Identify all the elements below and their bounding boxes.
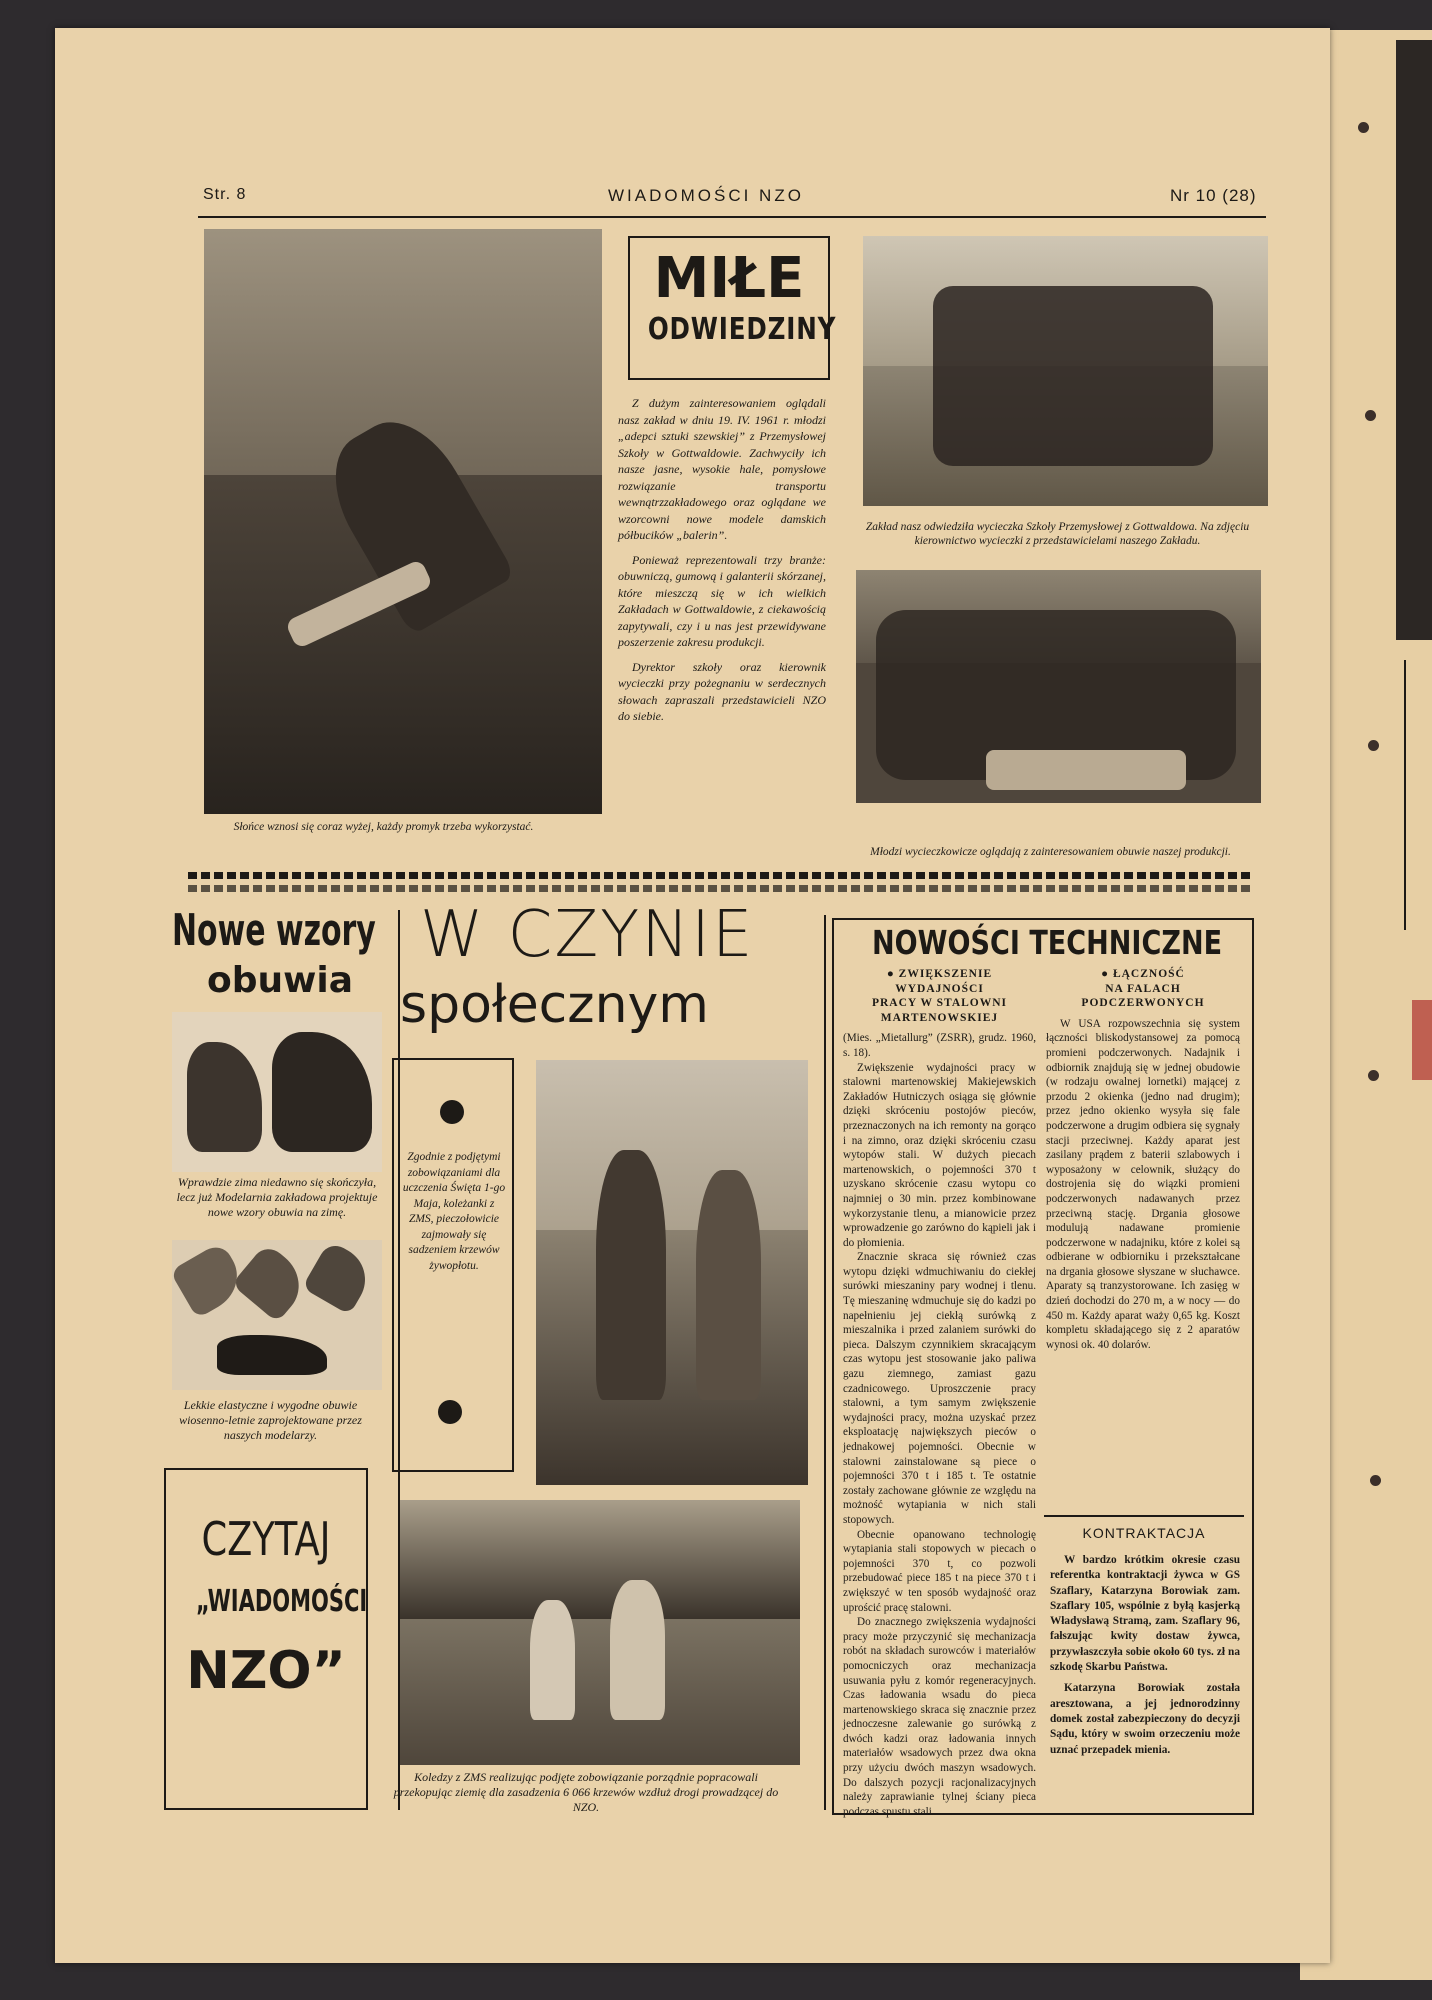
nowosci-paragraph: Do znacznego zwiększenia wydajności pracy może przyczynić się mechanizacja robót na składach surowców i materiałów pomocniczych oraz mechanizacja usuwania pyłu z komór regeneracyjnych. Czas ładowania wsadu do pieca martenowskiego skraca się znacznie przez jednoczesne zalewanie go surówką z dwóch kadzi oraz ładowania innych materiałów wsadowych przez dwa okna przy użyciu dwóch maszyn wsadowych. Do dalszych pozycji racjonalizacyjnych należy zaprawianie tylnej ściany pieca podczas spustu stali. [843, 1616, 1036, 1818]
photo-summer-shoes [172, 1240, 382, 1390]
nowe-caption-summer: Lekkie elastyczne i wygodne obuwie wiosenno-letnie zaprojektowane przez naszych modelarzy. [179, 1398, 362, 1442]
mile-paragraph: Z dużym zainteresowaniem oglądali nasz zakład w dniu 19. IV. 1961 r. młodzi „adepci sztuki szewskiej” z Przemysłowej Szkoły w Gottwaldowie. Zachwyciły ich nasze jasne, wysokie hale, pomysłowe rozwiązanie transportu wewnątrzzakładowego oraz oglądane we wzorcowni nowe modele damskich półbucików „balerin”. [618, 396, 826, 542]
czytaj-line3: NZO” [186, 1641, 346, 1701]
nowosci-paragraph: Obecnie opanowano technologię wytapiania stali stopowych w piecach o pojemności 370 t, co pozwoli przebudować piece 185 t na piece 370 t i zwiększyć w ten sposób wydajność oraz uprościć pracę stalowni. [843, 1528, 1036, 1614]
nowosci-heading: MARTENOWSKIEJ [880, 1011, 999, 1024]
photo-sunbathing-caption: Słońce wznosi się coraz wyżej, każdy promyk trzeba wykorzystać. [233, 821, 534, 833]
bullet-dot [440, 1100, 464, 1124]
binding-hole [1358, 122, 1369, 133]
page-number: Str. 8 [203, 186, 247, 203]
czytaj-box [164, 1468, 368, 1810]
nowosci-heading: ● ZWIĘKSZENIE [886, 968, 993, 980]
kontraktacja-paragraph: W bardzo krótkim okresie czasu referentka kontraktacji żywca w GS Szaflary, Katarzyna Borowiak zam. Szaflary 105, wspólnie z byłą kasjerką Władysławą Stramą, zam. Szaflary 96, fałszując kwity dostaw żywca, przywłaszczyła sobie około 60 tys. zł na szkodę Skarbu Państwa. [1050, 1554, 1240, 1674]
photo-girls-planting [536, 1060, 808, 1485]
photo-boys-digging [400, 1500, 800, 1765]
nowosci-heading: WYDAJNOŚCI [895, 982, 984, 995]
nowosci-heading: NA FALACH [1105, 982, 1181, 995]
mile-paragraph: Dyrektor szkoły oraz kierownik wycieczki przy pożegnaniu w serdecznych słowach zapraszali przedstawicieli NZO do siebie. [618, 659, 826, 723]
nowosci-column-1 [843, 967, 1036, 1819]
section-divider [824, 915, 826, 1810]
nowosci-heading: ● ŁĄCZNOŚĆ [1101, 968, 1185, 980]
czyn-title-line2: społecznym [400, 975, 709, 1035]
mile-title-line2: ODWIEDZINY [647, 312, 837, 347]
kontraktacja-paragraph: Katarzyna Borowiak została aresztowana, a jej jednorodzinny domek został zabezpieczony do decyzji Sądu, który w swoim orzeczeniu może uznać przepadek mienia. [1050, 1682, 1240, 1756]
nowosci-paragraph: W USA rozpowszechnia się system łączności bliskodystansowej za pomocą promieni podczerwonych. Nadajnik i odbiornik znajdują się w jednej obudowie (w rodzaju owalnej lornetki) mającej z przodu 2 okienka (jedno nad drugim); przez jedno okienko wysyła się fale podczerwone a drugim odbiera się sygnały stacji przeciwnej. Każdy aparat jest zasilany prądem z baterii szlabowych i wyposażony w celownik, służący do dostrojenia się do wiązki promieni podczerwonych nadawanych przez przeciwną stację. Drgania głosowe modulują nadawane promienie podczerwone w nadajniku, które z kolei są odbierane w odbiorniku i przekształcane na drgania głosowe słyszane w słuchawce. Aparaty są tranzystorowane. Ich zasięg w dzień dochodzi do 270 m, a w nocy — do 450 m. Każdy aparat waży 0,65 kg. Koszt kompletu składającego się z 2 aparatów wynosi ok. 40 dolarów. [1046, 1017, 1240, 1351]
binding-hole [1368, 1070, 1379, 1081]
czyn-title-line1: W CZYNIE [420, 898, 755, 972]
nowe-title-line2: obuwia [206, 960, 354, 1001]
nowosci-paragraph: Zwiększenie wydajności pracy w stalowni martenowskiej Makiejewskich Zakładów Hutniczych osiąga się głównie dzięki skróceniu postojów pieców, przeznaczonych na ich remonty na gorąco i na zimno, oraz dzięki skróceniu czasu wytopów stali. W dużych piecach martenowskich, o pojemności 370 t uzyskano skrócenie czasu wytopu co najmniej o 30 min. przez kombinowane wykorzystanie tlenu, a mianowicie przez wprowadzenie go zarówno do kąpieli jak i do płomienia. [843, 1061, 1036, 1249]
nowosci-column-2 [1046, 967, 1240, 1352]
nowe-caption-winter: Wprawdzie zima niedawno się skończyła, lecz już Modelarnia zakładowa projektuje nowe wzory obuwia na zimę. [176, 1175, 378, 1219]
photo-youth-caption: Młodzi wycieczkowicze oglądają z zainteresowaniem obuwie naszej produkcji. [870, 846, 1231, 858]
adjacent-page-photo [1396, 40, 1432, 640]
binding-hole [1370, 1475, 1381, 1486]
photo-winter-boots [172, 1012, 382, 1172]
nowosci-heading: PRACY W STALOWNI [871, 997, 1008, 1010]
section-separator [188, 872, 1250, 879]
mile-paragraph: Ponieważ reprezentowali trzy branże: obuwniczą, gumową i galanterii skórzanej, które mieszczą się w ich wielkich Zakładach w Gottwaldowie, z ciekawością zapytywali, czy i u nas jest przewidywane poszerzenie zakresu produkcji. [618, 552, 826, 649]
nowosci-heading: PODCZERWONYCH [1081, 997, 1205, 1010]
adjacent-page-photo-bottom [1396, 660, 1432, 930]
nowosci-paragraph: Znacznie skraca się również czas wytopu dzięki wdmuchiwaniu do ciekłej surówki mieszaniny pary wodnej i tlenu. Tę mieszaninę wdmuchuje się do kadzi po napełnieniu jej ciekłą surówką z mieszalnika i przed zalaniem surówki do pieca. Dalszym czynnikiem skracającym czas wytopu jest stosowanie jako paliwa gazu ziemnego, zamiast gazu czadnicowego. Uproszczenie pracy stalowni, a tym samym zwiększenie wydajności pracy, można uzyskać przez eksploatację największych pieców o jednakowej pojemności. Obecnie w stalowni zainstalowane są piece o pojemności 370 t i 185 t. Te ostatnie zostały zachowane głównie ze względu na możność wytapiania w nich stali stopowych. [843, 1251, 1036, 1526]
czyn-photo-caption: Koledzy z ZMS realizując podjęte zobowiązanie porządnie popracowali przekopując ziemię dla zasadzenia 6 066 krzewów wzdłuż drogi prowadzącej do NZO. [393, 1770, 779, 1814]
photo-visit-group [863, 236, 1268, 506]
section-separator [188, 885, 1250, 892]
photo-visit-caption: Zakład nasz odwiedziła wycieczka Szkoły Przemysłowej z Gottwaldowa. Na zdjęciu kierownictwo wycieczki z przedstawicielami naszego Zakładu. [865, 521, 1250, 547]
czyn-box-text: Zgodnie z podjętymi zobowiązaniami dla uczczenia Święta 1-go Maja, koleżanki z ZMS, pieczołowicie zajmowały się sadzeniem krzewów żywopłotu. [402, 1151, 506, 1272]
paper-name: WIADOMOŚCI NZO [608, 186, 804, 205]
nowosci-source: (Mies. „Mietallurg” (ZSRR), grudz. 1960, s. 18). [843, 1032, 1036, 1059]
czytaj-line2: „WIADOMOŚCI [196, 1584, 368, 1619]
photo-sunbathing-woman [204, 229, 602, 814]
header-rule [198, 216, 1266, 218]
mile-title-box [628, 236, 837, 380]
issue-number: Nr 10 (28) [1170, 186, 1257, 205]
kontraktacja-box [1044, 1515, 1244, 1517]
bullet-dot [438, 1400, 462, 1424]
kontraktacja-article [1050, 1553, 1240, 1758]
adjacent-page-red-mark [1412, 1000, 1432, 1080]
czytaj-line1: CZYTAJ [201, 1512, 331, 1566]
nowosci-title: NOWOŚCI TECHNICZNE [872, 923, 1223, 962]
mile-article [618, 395, 826, 725]
kontraktacja-title: KONTRAKTACJA [1082, 1525, 1206, 1541]
nowe-title-line1: Nowe wzory [172, 905, 376, 956]
mile-title-line1: MIŁE [653, 246, 805, 311]
binding-hole [1368, 740, 1379, 751]
photo-youth-shoes [856, 570, 1261, 803]
binding-hole [1365, 410, 1376, 421]
